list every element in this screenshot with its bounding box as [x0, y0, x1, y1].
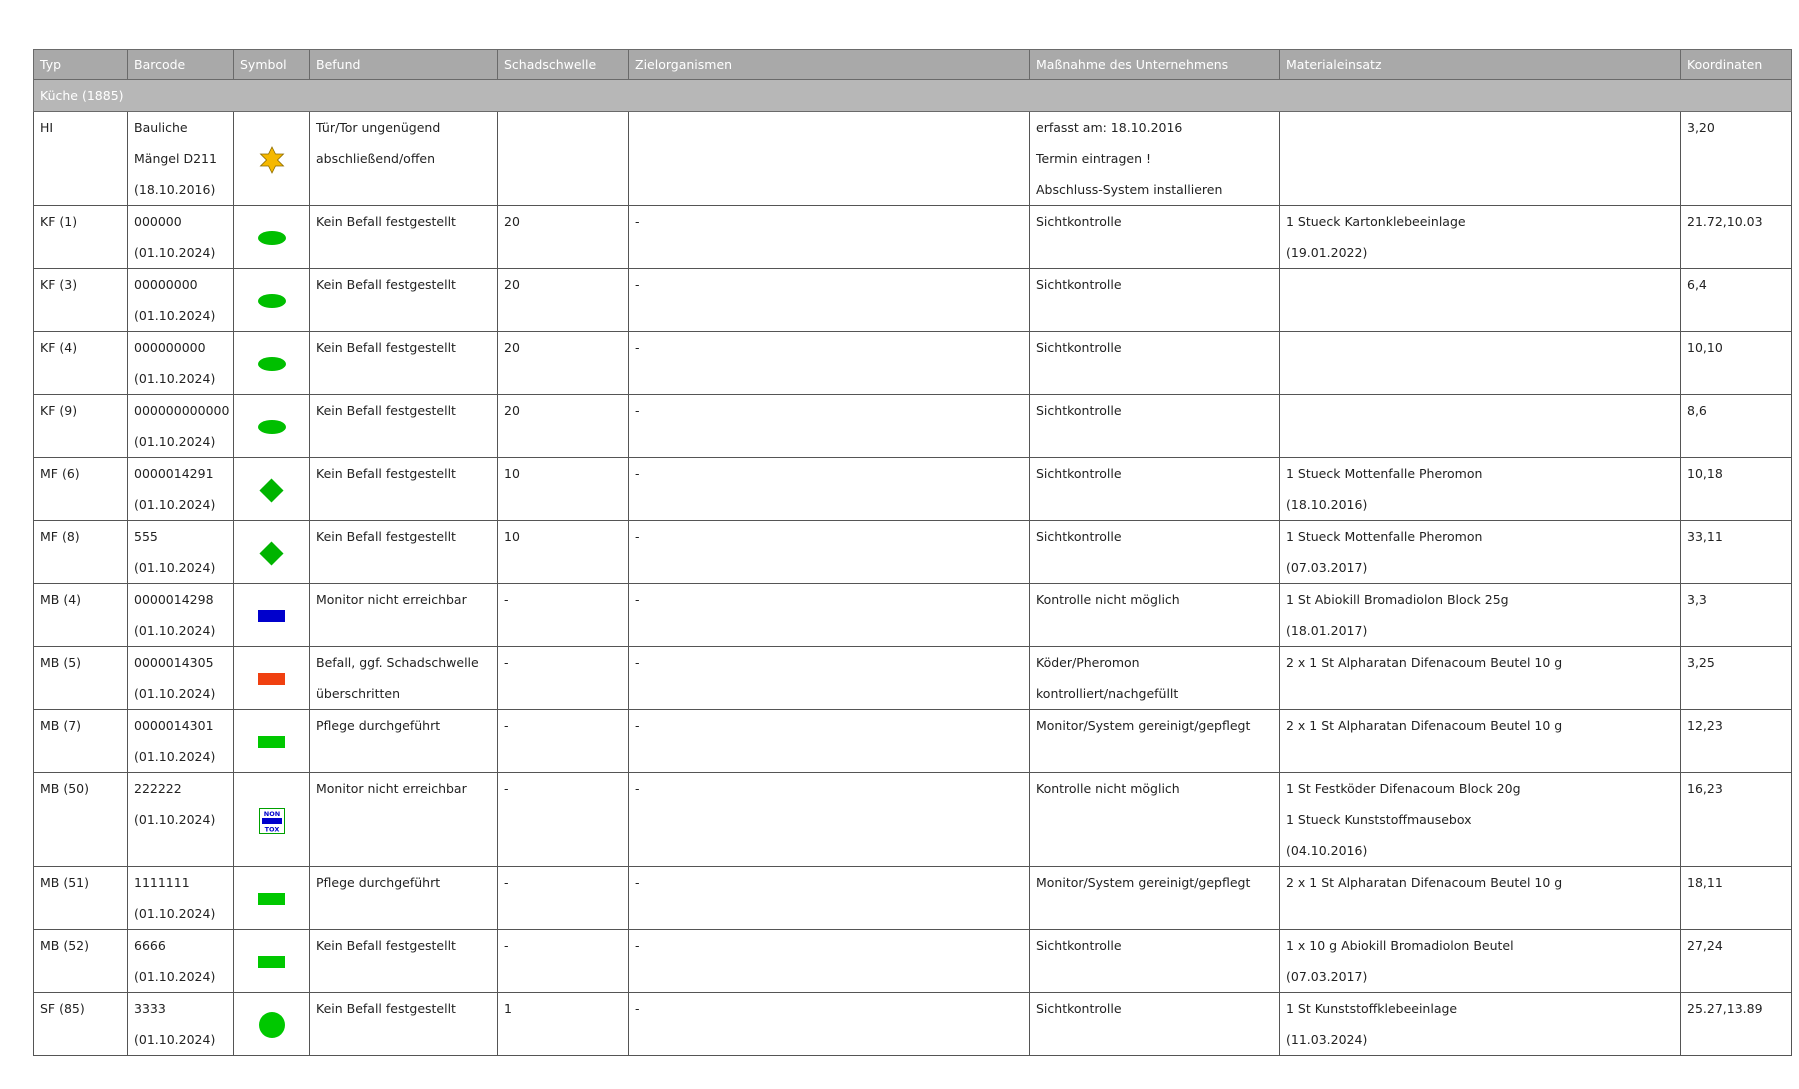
koordinaten-cell: 3,25 [1681, 647, 1792, 710]
schadschwelle-cell: 20 [498, 269, 629, 332]
table-row [34, 458, 1792, 521]
materialeinsatz-cell-line: 1 St Festköder Difenacoum Block 20g [1286, 781, 1521, 796]
barcode-cell-line: (01.10.2024) [134, 245, 216, 260]
massnahme-cell-line: kontrolliert/nachgefüllt [1036, 686, 1179, 701]
befund-cell [310, 206, 498, 269]
massnahme-cell-line: Sichtkontrolle [1036, 1001, 1122, 1016]
befund-cell [310, 332, 498, 395]
befund-cell-line: Pflege durchgeführt [316, 875, 441, 890]
materialeinsatz-cell-line: 1 St Kunststoffklebeeinlage [1286, 1001, 1458, 1016]
befund-cell-line: Kein Befall festgestellt [316, 938, 456, 953]
barcode-cell-line: (01.10.2024) [134, 308, 216, 323]
table-row [34, 710, 1792, 773]
koordinaten-cell: 3,20 [1681, 112, 1792, 206]
massnahme-cell-line: Sichtkontrolle [1036, 466, 1122, 481]
table-row [34, 993, 1792, 1056]
befund-cell [310, 395, 498, 458]
koordinaten-cell: 8,6 [1681, 395, 1792, 458]
schadschwelle-cell: 1 [498, 993, 629, 1056]
materialeinsatz-cell [1280, 269, 1681, 332]
befund-cell-line: Kein Befall festgestellt [316, 214, 456, 229]
barcode-cell-line: 0000014305 [134, 655, 214, 670]
barcode-cell [128, 269, 234, 332]
massnahme-cell [1030, 773, 1280, 867]
zielorganismen-cell [629, 112, 1030, 206]
schadschwelle-cell: - [498, 710, 629, 773]
schadschwelle-cell: 10 [498, 458, 629, 521]
barcode-cell [128, 112, 234, 206]
barcode-cell-line: 000000000 [134, 340, 206, 355]
schadschwelle-cell: - [498, 867, 629, 930]
header-massnahme: Maßnahme des Unternehmens [1030, 50, 1280, 80]
header-zielorganismen: Zielorganismen [629, 50, 1030, 80]
koordinaten-cell: 18,11 [1681, 867, 1792, 930]
header-materialeinsatz: Materialeinsatz [1280, 50, 1681, 80]
table-row [34, 867, 1792, 930]
massnahme-cell-line: Sichtkontrolle [1036, 214, 1122, 229]
zielorganismen-cell: - [629, 458, 1030, 521]
barcode-cell-line: 6666 [134, 938, 166, 953]
massnahme-cell-line: Sichtkontrolle [1036, 529, 1122, 544]
barcode-cell [128, 521, 234, 584]
barcode-cell [128, 395, 234, 458]
symbol-cell [234, 521, 310, 584]
rect-green-icon [258, 736, 285, 748]
table-row [34, 206, 1792, 269]
typ-cell: MB (50) [34, 773, 128, 867]
befund-cell-line: Kein Befall festgestellt [316, 466, 456, 481]
massnahme-cell-line: erfasst am: 18.10.2016 [1036, 120, 1183, 135]
massnahme-cell-line: Sichtkontrolle [1036, 340, 1122, 355]
barcode-cell [128, 930, 234, 993]
koordinaten-cell: 3,3 [1681, 584, 1792, 647]
befund-cell-line: überschritten [316, 686, 401, 701]
typ-cell: MB (7) [34, 710, 128, 773]
symbol-cell [234, 584, 310, 647]
befund-cell [310, 647, 498, 710]
befund-cell [310, 584, 498, 647]
materialeinsatz-cell-line: 1 x 10 g Abiokill Bromadiolon Beutel [1286, 938, 1514, 953]
symbol-cell [234, 773, 310, 867]
schadschwelle-cell: - [498, 647, 629, 710]
massnahme-cell-line: Monitor/System gereinigt/gepflegt [1036, 875, 1251, 890]
symbol-cell [234, 710, 310, 773]
massnahme-cell-line: Sichtkontrolle [1036, 938, 1122, 953]
barcode-cell-line: 3333 [134, 1001, 166, 1016]
barcode-cell-line: (01.10.2024) [134, 906, 216, 921]
nontox-icon [259, 808, 285, 834]
header-row [34, 50, 1792, 80]
befund-cell [310, 993, 498, 1056]
materialeinsatz-cell [1280, 710, 1681, 773]
materialeinsatz-cell-line: (07.03.2017) [1286, 969, 1368, 984]
befund-cell [310, 269, 498, 332]
schadschwelle-cell: - [498, 773, 629, 867]
massnahme-cell [1030, 647, 1280, 710]
befund-cell-line: Befall, ggf. Schadschwelle [316, 655, 479, 670]
materialeinsatz-cell [1280, 647, 1681, 710]
schadschwelle-cell: - [498, 584, 629, 647]
massnahme-cell-line: Monitor/System gereinigt/gepflegt [1036, 718, 1251, 733]
materialeinsatz-cell [1280, 867, 1681, 930]
koordinaten-cell: 33,11 [1681, 521, 1792, 584]
typ-cell: KF (4) [34, 332, 128, 395]
materialeinsatz-cell [1280, 584, 1681, 647]
table-row [34, 773, 1792, 867]
materialeinsatz-cell-line: (19.01.2022) [1286, 245, 1368, 260]
diamond-green-icon [259, 541, 283, 565]
materialeinsatz-cell [1280, 112, 1681, 206]
materialeinsatz-cell-line: (07.03.2017) [1286, 560, 1368, 575]
befund-cell [310, 867, 498, 930]
barcode-cell-line: 1111111 [134, 875, 190, 890]
massnahme-cell [1030, 269, 1280, 332]
barcode-cell-line: (01.10.2024) [134, 497, 216, 512]
befund-cell-line: Tür/Tor ungenügend [316, 120, 441, 135]
materialeinsatz-cell-line: (11.03.2024) [1286, 1032, 1368, 1047]
barcode-cell [128, 332, 234, 395]
materialeinsatz-cell-line: 1 Stueck Kunststoffmausebox [1286, 812, 1472, 827]
koordinaten-cell: 27,24 [1681, 930, 1792, 993]
massnahme-cell-line: Köder/Pheromon [1036, 655, 1140, 670]
koordinaten-cell: 10,18 [1681, 458, 1792, 521]
symbol-cell [234, 867, 310, 930]
materialeinsatz-cell-line: 1 Stueck Mottenfalle Pheromon [1286, 529, 1483, 544]
typ-cell: MF (6) [34, 458, 128, 521]
typ-cell: MB (52) [34, 930, 128, 993]
header-befund: Befund [310, 50, 498, 80]
typ-cell: KF (1) [34, 206, 128, 269]
barcode-cell-line: 000000 [134, 214, 182, 229]
barcode-cell-line: (01.10.2024) [134, 1032, 216, 1047]
massnahme-cell-line: Sichtkontrolle [1036, 403, 1122, 418]
barcode-cell-line: (01.10.2024) [134, 812, 216, 827]
symbol-cell [234, 332, 310, 395]
materialeinsatz-cell [1280, 993, 1681, 1056]
rect-green-icon [258, 893, 285, 905]
zielorganismen-cell: - [629, 930, 1030, 993]
befund-cell-line: Kein Befall festgestellt [316, 403, 456, 418]
zielorganismen-cell: - [629, 647, 1030, 710]
ellipse-green-icon [258, 357, 286, 371]
befund-cell [310, 710, 498, 773]
koordinaten-cell: 12,23 [1681, 710, 1792, 773]
typ-cell: MF (8) [34, 521, 128, 584]
schadschwelle-cell: 10 [498, 521, 629, 584]
massnahme-cell [1030, 521, 1280, 584]
barcode-cell-line: (01.10.2024) [134, 371, 216, 386]
barcode-cell [128, 867, 234, 930]
massnahme-cell-line: Abschluss-System installieren [1036, 182, 1223, 197]
zielorganismen-cell: - [629, 993, 1030, 1056]
befund-cell-line: Kein Befall festgestellt [316, 340, 456, 355]
symbol-cell [234, 930, 310, 993]
nontox-bottom-label: TOX [264, 825, 279, 833]
materialeinsatz-cell-line: (04.10.2016) [1286, 843, 1368, 858]
table-row [34, 584, 1792, 647]
befund-cell-line: Monitor nicht erreichbar [316, 781, 467, 796]
rect-orange-icon [258, 673, 285, 685]
materialeinsatz-cell-line: 2 x 1 St Alpharatan Difenacoum Beutel 10 g [1286, 875, 1563, 890]
befund-cell [310, 773, 498, 867]
materialeinsatz-cell-line: 1 St Abiokill Bromadiolon Block 25g [1286, 592, 1509, 607]
barcode-cell-line: (01.10.2024) [134, 749, 216, 764]
materialeinsatz-cell [1280, 521, 1681, 584]
barcode-cell [128, 206, 234, 269]
massnahme-cell [1030, 993, 1280, 1056]
typ-cell: MB (5) [34, 647, 128, 710]
zielorganismen-cell: - [629, 332, 1030, 395]
schadschwelle-cell: 20 [498, 206, 629, 269]
symbol-cell [234, 458, 310, 521]
group-row [34, 80, 1792, 112]
table-row [34, 112, 1792, 206]
typ-cell: KF (3) [34, 269, 128, 332]
massnahme-cell [1030, 206, 1280, 269]
massnahme-cell [1030, 710, 1280, 773]
barcode-cell-line: (01.10.2024) [134, 623, 216, 638]
barcode-cell-line: 00000000 [134, 277, 198, 292]
table-row [34, 930, 1792, 993]
zielorganismen-cell: - [629, 395, 1030, 458]
massnahme-cell-line: Kontrolle nicht möglich [1036, 781, 1180, 796]
zielorganismen-cell: - [629, 521, 1030, 584]
massnahme-cell-line: Kontrolle nicht möglich [1036, 592, 1180, 607]
massnahme-cell [1030, 395, 1280, 458]
befund-cell [310, 930, 498, 993]
table-row [34, 269, 1792, 332]
ellipse-green-icon [258, 294, 286, 308]
header-barcode: Barcode [128, 50, 234, 80]
header-schadschwelle: Schadschwelle [498, 50, 629, 80]
star-icon [258, 146, 286, 174]
typ-cell: MB (51) [34, 867, 128, 930]
materialeinsatz-cell-line: 1 Stueck Kartonklebeeinlage [1286, 214, 1466, 229]
table-row [34, 647, 1792, 710]
report-table [33, 49, 1792, 1056]
symbol-cell [234, 206, 310, 269]
symbol-cell [234, 395, 310, 458]
schadschwelle-cell: 20 [498, 395, 629, 458]
befund-cell [310, 112, 498, 206]
schadschwelle-cell: - [498, 930, 629, 993]
schadschwelle-cell [498, 112, 629, 206]
materialeinsatz-cell [1280, 930, 1681, 993]
barcode-cell [128, 773, 234, 867]
massnahme-cell [1030, 458, 1280, 521]
header-typ: Typ [34, 50, 128, 80]
materialeinsatz-cell-line: (18.01.2017) [1286, 623, 1368, 638]
koordinaten-cell: 10,10 [1681, 332, 1792, 395]
ellipse-green-icon [258, 231, 286, 245]
nontox-top-label: NON [263, 809, 280, 818]
materialeinsatz-cell [1280, 395, 1681, 458]
table-row [34, 332, 1792, 395]
circle-green-icon [259, 1012, 285, 1038]
barcode-cell [128, 710, 234, 773]
barcode-cell-line: 000000000000 [134, 403, 230, 418]
barcode-cell [128, 993, 234, 1056]
barcode-cell-line: (01.10.2024) [134, 434, 216, 449]
typ-cell: SF (85) [34, 993, 128, 1056]
materialeinsatz-cell-line: 2 x 1 St Alpharatan Difenacoum Beutel 10 g [1286, 655, 1563, 670]
materialeinsatz-cell [1280, 332, 1681, 395]
koordinaten-cell: 6,4 [1681, 269, 1792, 332]
barcode-cell-line: (01.10.2024) [134, 560, 216, 575]
zielorganismen-cell: - [629, 773, 1030, 867]
materialeinsatz-cell-line: 1 Stueck Mottenfalle Pheromon [1286, 466, 1483, 481]
barcode-cell-line: Mängel D211 [134, 151, 217, 166]
barcode-cell-line: 555 [134, 529, 158, 544]
befund-cell-line: Kein Befall festgestellt [316, 1001, 456, 1016]
barcode-cell-line: 0000014301 [134, 718, 214, 733]
massnahme-cell [1030, 332, 1280, 395]
massnahme-cell-line: Sichtkontrolle [1036, 277, 1122, 292]
befund-cell-line: Kein Befall festgestellt [316, 277, 456, 292]
befund-cell-line: Pflege durchgeführt [316, 718, 441, 733]
zielorganismen-cell: - [629, 710, 1030, 773]
table-row [34, 521, 1792, 584]
zielorganismen-cell: - [629, 584, 1030, 647]
zielorganismen-cell: - [629, 206, 1030, 269]
zielorganismen-cell: - [629, 867, 1030, 930]
befund-cell-line: Monitor nicht erreichbar [316, 592, 467, 607]
symbol-cell [234, 112, 310, 206]
koordinaten-cell: 25.27,13.89 [1681, 993, 1792, 1056]
rect-blue-icon [258, 610, 285, 622]
schadschwelle-cell: 20 [498, 332, 629, 395]
barcode-cell [128, 647, 234, 710]
zielorganismen-cell: - [629, 269, 1030, 332]
barcode-cell-line: 222222 [134, 781, 182, 796]
barcode-cell-line: (01.10.2024) [134, 969, 216, 984]
typ-cell: MB (4) [34, 584, 128, 647]
massnahme-cell [1030, 112, 1280, 206]
barcode-cell [128, 584, 234, 647]
symbol-cell [234, 647, 310, 710]
koordinaten-cell: 21.72,10.03 [1681, 206, 1792, 269]
massnahme-cell-line: Termin eintragen ! [1036, 151, 1151, 166]
befund-cell-line: Kein Befall festgestellt [316, 529, 456, 544]
materialeinsatz-cell-line: (18.10.2016) [1286, 497, 1368, 512]
koordinaten-cell: 16,23 [1681, 773, 1792, 867]
header-symbol: Symbol [234, 50, 310, 80]
massnahme-cell [1030, 867, 1280, 930]
materialeinsatz-cell [1280, 773, 1681, 867]
barcode-cell [128, 458, 234, 521]
symbol-cell [234, 269, 310, 332]
materialeinsatz-cell [1280, 206, 1681, 269]
barcode-cell-line: (01.10.2024) [134, 686, 216, 701]
diamond-green-icon [259, 478, 283, 502]
typ-cell: HI [34, 112, 128, 206]
massnahme-cell [1030, 584, 1280, 647]
massnahme-cell [1030, 930, 1280, 993]
befund-cell [310, 458, 498, 521]
rect-green-icon [258, 956, 285, 968]
barcode-cell-line: 0000014291 [134, 466, 214, 481]
materialeinsatz-cell [1280, 458, 1681, 521]
befund-cell [310, 521, 498, 584]
materialeinsatz-cell-line: 2 x 1 St Alpharatan Difenacoum Beutel 10 g [1286, 718, 1563, 733]
ellipse-green-icon [258, 420, 286, 434]
barcode-cell-line: 0000014298 [134, 592, 214, 607]
typ-cell: KF (9) [34, 395, 128, 458]
barcode-cell-line: Bauliche [134, 120, 188, 135]
befund-cell-line: abschließend/offen [316, 151, 436, 166]
barcode-cell-line: (18.10.2016) [134, 182, 216, 197]
table-row [34, 395, 1792, 458]
header-koordinaten: Koordinaten [1681, 50, 1792, 80]
group-label: Küche (1885) [34, 80, 1792, 112]
symbol-cell [234, 993, 310, 1056]
